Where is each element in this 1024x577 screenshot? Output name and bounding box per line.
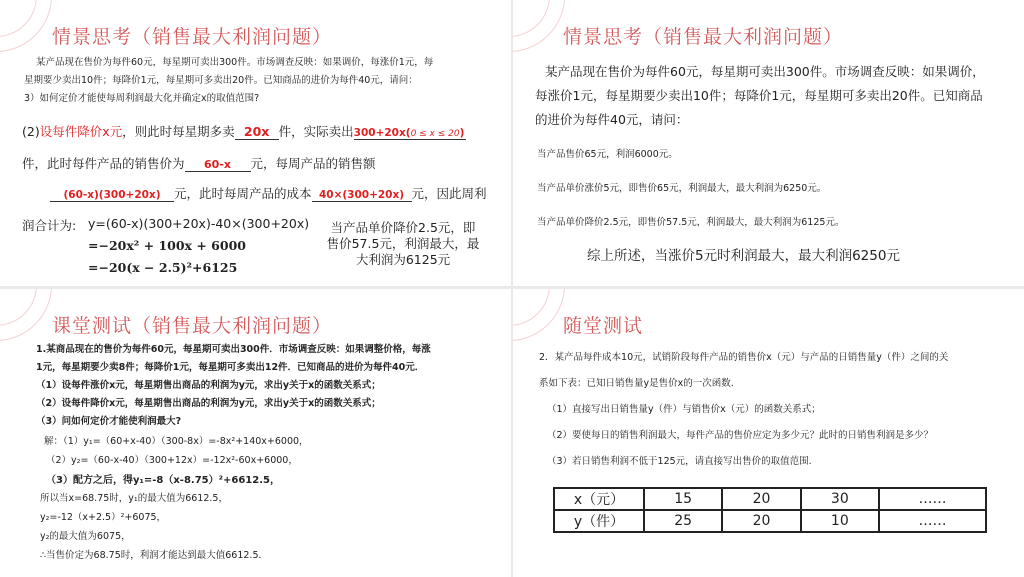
problem-line: （2）设每件降价x元，每星期售出商品的利润为y元，求出y关于x的函数关系式； (36, 398, 381, 409)
problem-line: 1.某商品现在的售价为每件60元，每星期可卖出300件．市场调查反映：如果调整价格，每涨 (36, 344, 431, 355)
question-number: (2) (22, 124, 40, 139)
static-text: 元，因此周利 (411, 186, 487, 201)
problem-line: （2）要使每日的销售利润最大，每件产品的售价应定为多少元？此时的日销售利润是多少？ (547, 430, 934, 441)
intro-line: 星期要少卖出10件；每降价1元，每星期可多卖出20件。已知商品的进价为每件40元，请问： (24, 75, 418, 86)
answer-actual-sold: 300+20x( (353, 127, 411, 139)
slide-title: 情景思考（销售最大利润问题） (52, 26, 333, 48)
table-header-cell: y（件） (554, 510, 644, 532)
table-cell: 10 (801, 510, 879, 532)
problem-line: 系如下表：已知日销售量y是售价x的一次函数. (539, 378, 734, 389)
table-cell: …… (879, 488, 986, 510)
static-text: 件，实际卖出 (278, 124, 354, 139)
problem-line: （3）问如何定价才能使利润最大? (36, 416, 182, 427)
profit-label: 润合计为: (22, 218, 77, 233)
problem-line: 2．某产品每件成本10元，试销阶段每件产品的销售价x（元）与产品的日销售量y（件）之间的关 (539, 352, 949, 363)
slide-title: 随堂测试 (563, 315, 644, 337)
answer-range: 0 ≤ x ≤ 20 (410, 129, 460, 139)
summary-line: 综上所述，当涨价5元时利润最大，最大利润6250元 (587, 248, 900, 264)
answer-close-paren: ) (459, 127, 465, 139)
table-cell: 30 (801, 488, 879, 510)
slide-title: 课堂测试（销售最大利润问题） (52, 315, 333, 337)
answer-line-1 (22, 122, 466, 140)
solution-line: y₂=-12（x+2.5）²+6075， (40, 512, 167, 523)
solution-line: （3）配方之后，得y₁=-8（x-8.75）²+6612.5， (46, 475, 280, 486)
intro-line: 某产品现在售价为每件60元，每星期可卖出300件。市场调查反映：如果调价，每涨价1元，每 (36, 57, 434, 68)
intro-line: 每涨价1元，每星期要少卖出10件；每降价1元，每星期可多卖出20件。已知商品 (535, 88, 983, 103)
slide-panel-4 (513, 289, 1024, 577)
slide-panel-2 (513, 0, 1024, 286)
answer-cost: 40×(300+20x) (318, 189, 405, 201)
solution-line: 所以当x=68.75时，y₁的最大值为6612.5， (40, 493, 228, 504)
result-line: 当产品售价65元，利润6000元。 (537, 149, 678, 160)
problem-line: 1元，每星期要少卖8件；每降价1元，每星期可多卖出12件．已知商品的进价为每件40元． (36, 362, 425, 373)
answer-sell-more: 20x (243, 124, 270, 139)
intro-line: 某产品现在售价为每件60元，每星期可卖出300件。市场调查反映：如果调价， (545, 64, 985, 79)
answer-blank (312, 186, 412, 202)
conclusion-line: 售价57.5元，利润最大，最 (326, 236, 480, 251)
problem-line: （1）设每件涨价x元，每星期售出商品的利润为y元，求出y关于x的函数关系式； (36, 380, 381, 391)
static-text: 件，此时每件产品的销售价为 (22, 156, 185, 171)
slide-panel-3 (0, 289, 511, 577)
answer-line-3 (50, 184, 487, 202)
equation-line: =−20x² + 100x + 6000 (88, 238, 246, 253)
answer-blank (185, 156, 251, 172)
conclusion-line: 当产品单价降价2.5元，即 (330, 220, 476, 235)
solution-line: 解：（1）y₁=（60+x-40）（300-8x）=-8x²+140x+6000， (44, 436, 309, 447)
table-cell: 15 (644, 488, 722, 510)
conclusion-box (318, 220, 488, 268)
answer-blank (235, 124, 279, 140)
intro-line: 的进价为每件40元，请问： (535, 112, 689, 127)
data-table (553, 487, 987, 533)
problem-line: （1）直接写出日销售量y（件）与销售价x（元）的函数关系式； (547, 404, 821, 415)
problem-line: （3）若日销售利润不低于125元，请直接写出售价的取值范围. (547, 456, 812, 467)
result-line: 当产品单价降价2.5元，即售价57.5元，利润最大，最大利润为6125元。 (537, 217, 845, 228)
static-text: ，则此时每星期多卖 (122, 124, 235, 139)
intro-line: 3）如何定价才能使每周利润最大化并确定x的取值范围? (24, 93, 260, 104)
equation-line: y=(60-x)(300+20x)-40×(300+20x) (88, 216, 310, 231)
solution-line: y₂的最大值为6075， (40, 531, 131, 542)
assumption-text: 设每件降价x元 (39, 124, 123, 139)
equation-line: =−20(x − 2.5)²+6125 (88, 260, 238, 275)
result-line: 当产品单价涨价5元，即售价65元，利润最大，最大利润为6250元。 (537, 183, 827, 194)
answer-line-2 (22, 154, 376, 172)
table-cell: 20 (722, 510, 800, 532)
conclusion-line: 大利润为6125元 (355, 252, 451, 267)
slide-title: 情景思考（销售最大利润问题） (563, 26, 844, 48)
table-cell: 20 (722, 488, 800, 510)
answer-blank (50, 186, 174, 202)
static-text: 元，此时每周产品的成本 (174, 186, 312, 201)
static-text: 元，每周产品的销售额 (250, 156, 376, 171)
answer-price: 60-x (204, 158, 231, 171)
table-cell: …… (879, 510, 986, 532)
solution-line: ∴当售价定为68.75时，利润才能达到最大值6612.5． (40, 550, 268, 561)
table-cell: 25 (644, 510, 722, 532)
table-header-cell: x（元） (554, 488, 644, 510)
answer-revenue: (60-x)(300+20x) (63, 189, 161, 201)
solution-line: （2）y₂=（60-x-40）（300+12x）=-12x²-60x+6000， (46, 455, 298, 466)
slide-panel-1 (0, 0, 511, 286)
table-row (554, 488, 986, 510)
answer-blank (354, 124, 466, 140)
table-row (554, 510, 986, 532)
